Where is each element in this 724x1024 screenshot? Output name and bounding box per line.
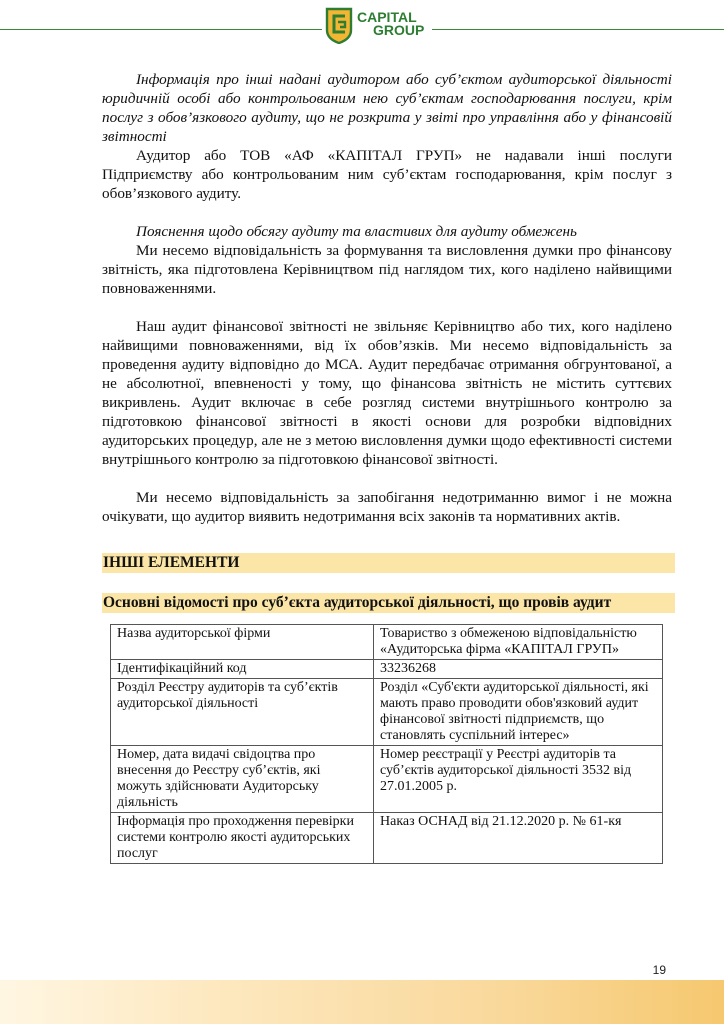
header-rule-right xyxy=(432,29,724,30)
table-row xyxy=(111,679,663,746)
spacer xyxy=(102,203,672,222)
document-body xyxy=(102,70,672,864)
table-cell-value: Наказ ОСНАД від 21.12.2020 р. № 61-кя xyxy=(374,813,663,864)
spacer xyxy=(102,526,672,553)
table-cell-label: Назва аудиторської фірми xyxy=(111,625,374,660)
table-cell-value: Розділ «Суб'єкти аудиторської діяльності, які мають право проводити обов'язковий аудит фінансової звітності підприємств, що становлять суспільний інтерес» xyxy=(374,679,663,746)
subsection-title: Основні відомості про суб’єкта аудиторської діяльності, що провів аудит xyxy=(102,593,675,613)
info-heading: Інформація про інші надані аудитором або суб’єктом аудиторської діяльності юридичній особі або контрольованим нею суб’єктам господарювання послуги, крім послуг з обов’язкового аудиту, що не розкрита у звіті про управління або у фінансовій звітності xyxy=(102,71,672,145)
spacer xyxy=(102,298,672,317)
logo-wordmark xyxy=(357,11,424,37)
logo-shield-icon xyxy=(325,6,353,44)
page-number: 19 xyxy=(652,963,666,977)
table-cell-label: Ідентифікаційний код xyxy=(111,660,374,679)
table-cell-label: Номер, дата видачі свідоцтва про внесення до Реєстру суб’єктів, які можуть здійснювати Аудиторську діяльність xyxy=(111,746,374,813)
section-title: ІНШІ ЕЛЕМЕНТИ xyxy=(102,553,675,573)
header-rule-left xyxy=(0,29,322,30)
table-row xyxy=(111,660,663,679)
spacer xyxy=(102,573,672,593)
table-cell-value: Номер реєстрації у Реєстрі аудиторів та суб’єктів аудиторської діяльності 3532 від 27.01.2005 р. xyxy=(374,746,663,813)
table-row xyxy=(111,746,663,813)
footer-band xyxy=(0,980,724,1024)
logo-line-1: CAPITAL xyxy=(357,9,417,25)
table-cell-label: Розділ Реєстру аудиторів та суб’єктів аудиторської діяльності xyxy=(111,679,374,746)
scope-heading: Пояснення щодо обсягу аудиту та властивих для аудиту обмежень xyxy=(136,223,577,240)
spacer xyxy=(102,613,672,624)
info-body: Аудитор або ТОВ «АФ «КАПІТАЛ ГРУП» не надавали інші послуги Підприємству або контрольованим ним суб’єктам господарювання, крім послуг з обов’язкового аудиту. xyxy=(102,147,672,202)
auditor-info-table xyxy=(110,624,663,864)
logo-line-2: GROUP xyxy=(373,22,425,38)
scope-body: Ми несемо відповідальність за формування та висловлення думки про фінансову звітність, яка підготовлена Керівництвом під наглядом тих, кого наділено найвищими повноваженнями. xyxy=(102,242,672,297)
spacer xyxy=(102,469,672,488)
capital-group-logo xyxy=(325,5,435,47)
compliance-body: Ми несемо відповідальність за запобігання недотриманню вимог і не можна очікувати, що аудитор виявить недотримання всіх законів та нормативних актів. xyxy=(102,489,672,525)
table-cell-value: 33236268 xyxy=(374,660,663,679)
table-row xyxy=(111,625,663,660)
audit-body: Наш аудит фінансової звітності не звільняє Керівництво або тих, кого наділено найвищими повноваженнями, від їх обов’язків. Ми несемо відповідальність за проведення аудиту відповідно до МСА. Аудит передбачає отримання обгрунтованої, а не абсолютної, впевненості у тому, що фінансова звітність не містить суттєвих викривлень. Аудит включає в себе розгляд системи внутрішнього контролю за підготовкою фінансової звітності в якості основи для розробки відповідних аудиторських процедур, але не з метою висловлення думки щодо ефективності системи внутрішнього контролю за підготовкою фінансової звітності. xyxy=(102,318,672,468)
table-cell-value: Товариство з обмеженою відповідальністю «Аудиторська фірма «КАПІТАЛ ГРУП» xyxy=(374,625,663,660)
table-cell-label: Інформація про проходження перевірки системи контролю якості аудиторських послуг xyxy=(111,813,374,864)
table-row xyxy=(111,813,663,864)
